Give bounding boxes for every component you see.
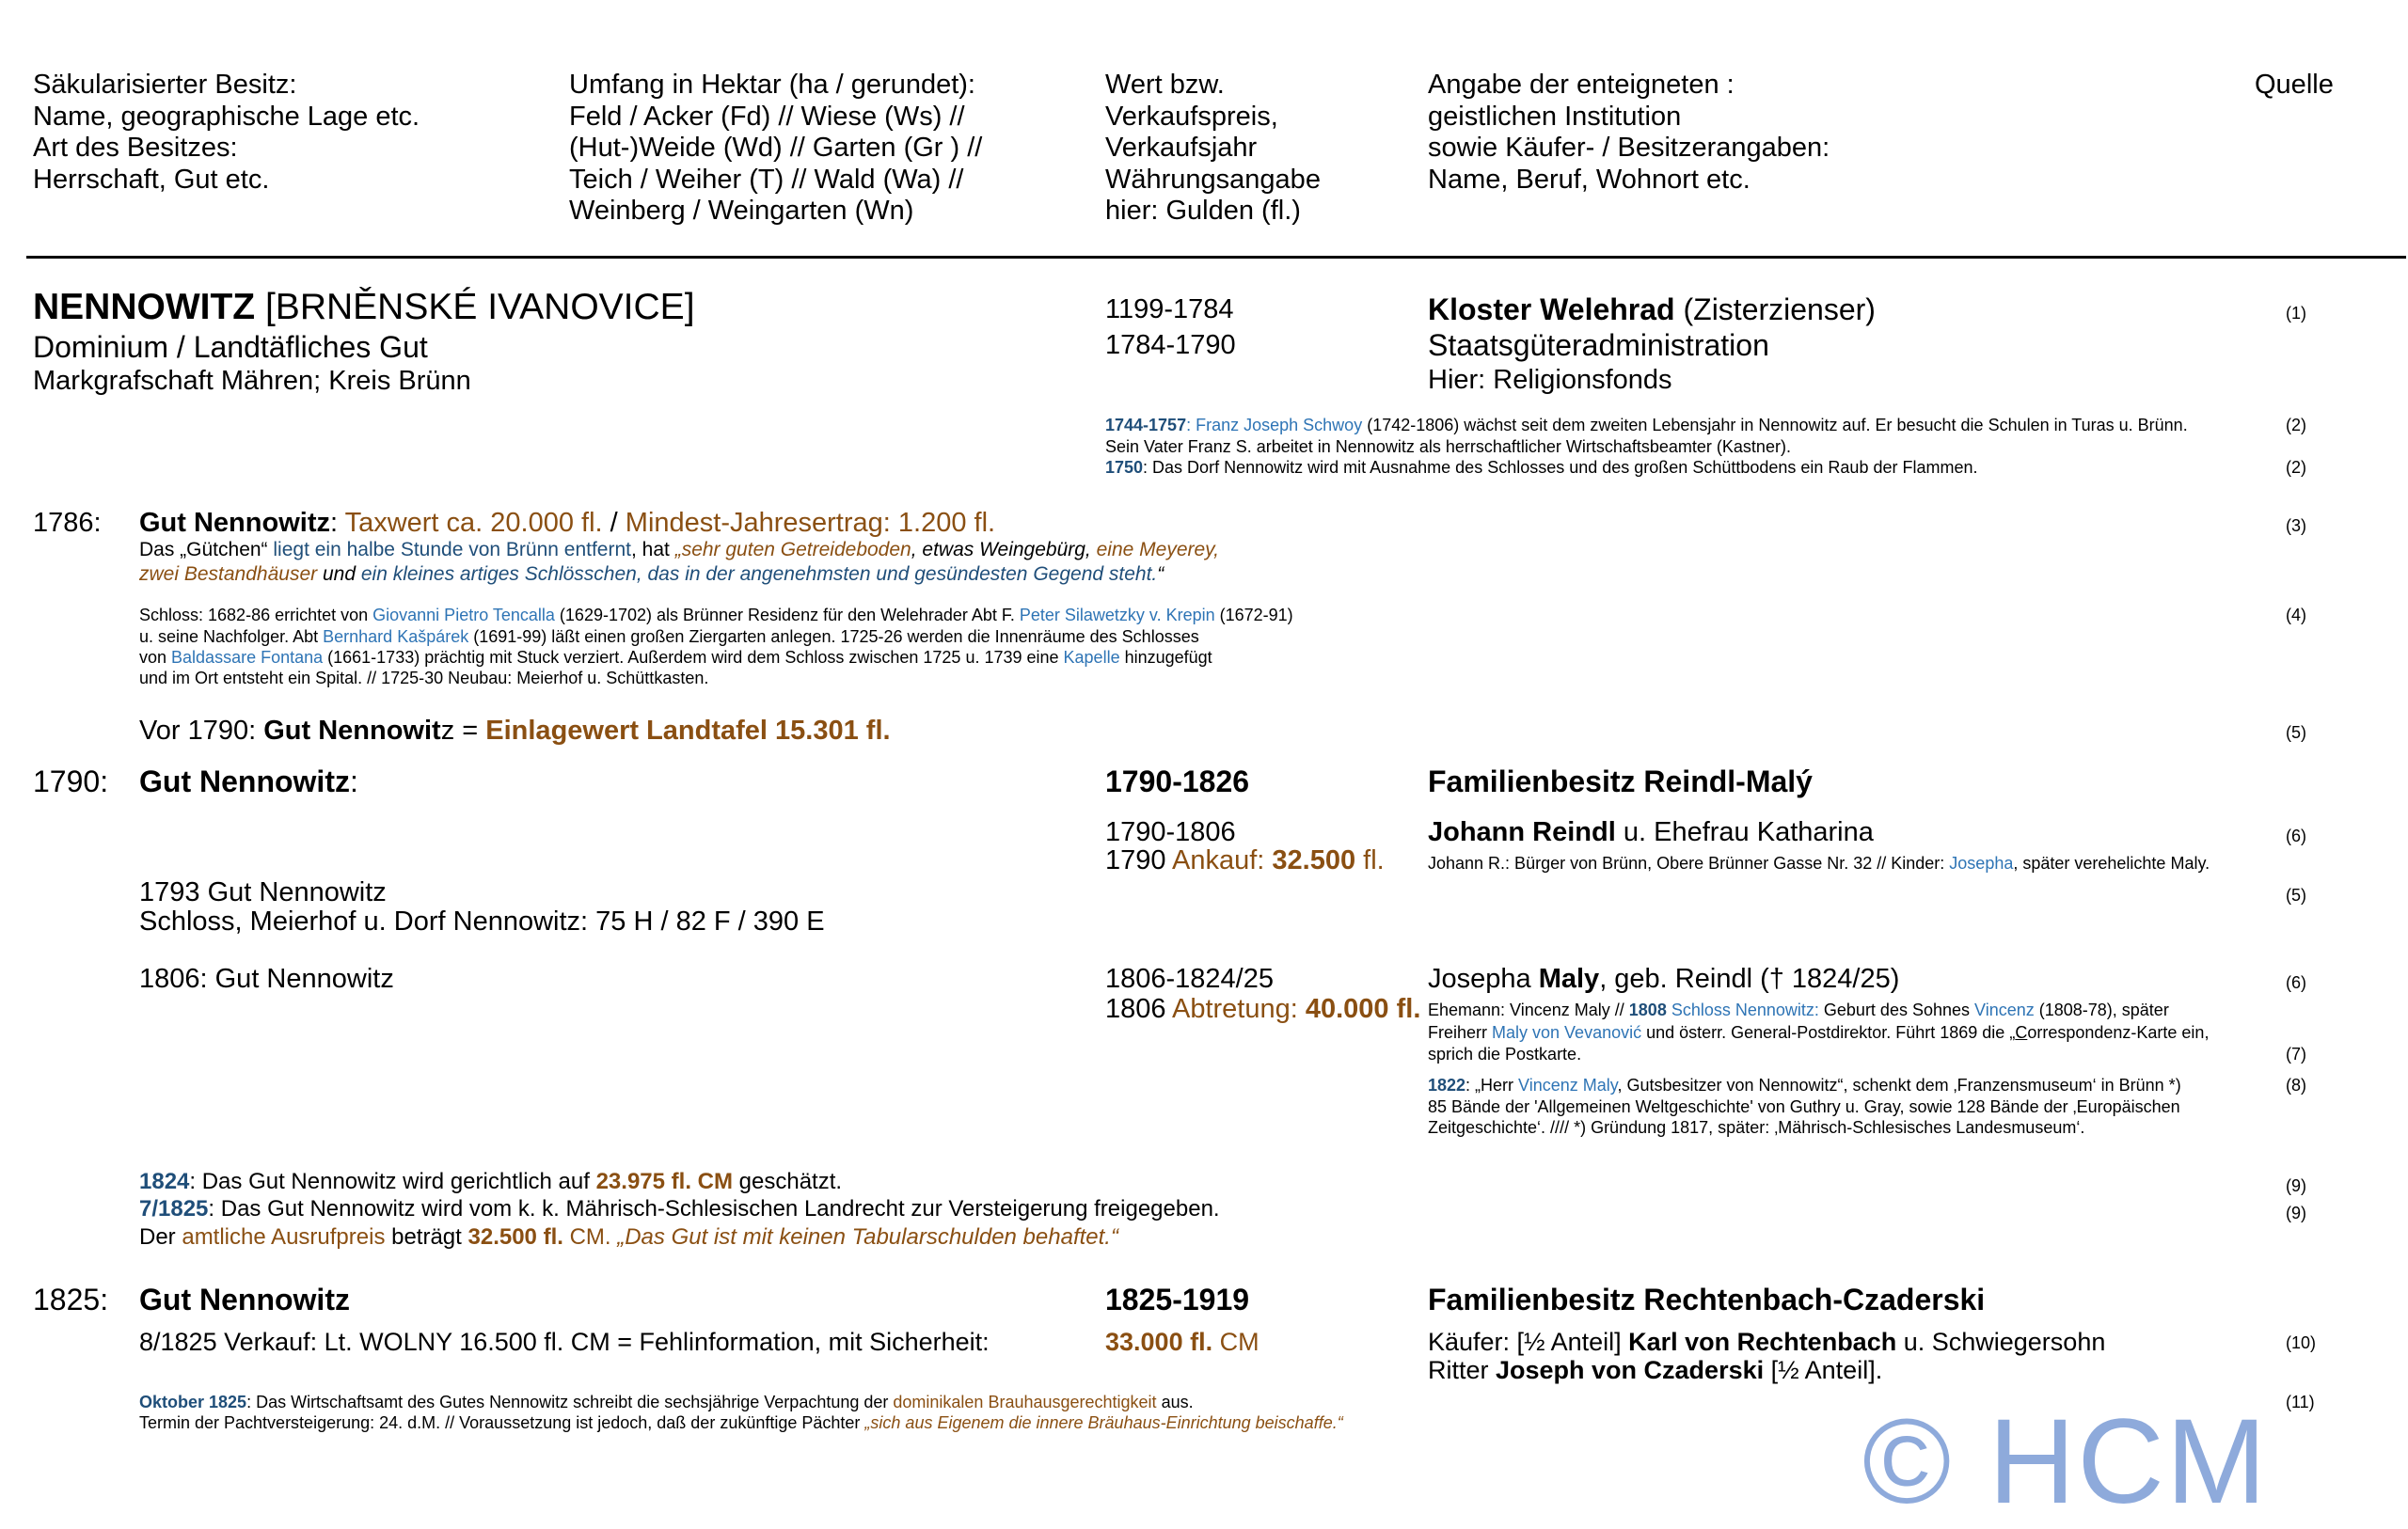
- source-ref: (9): [2286, 1204, 2306, 1222]
- source-ref: (6): [2286, 973, 2306, 992]
- source-ref: (2): [2286, 458, 2306, 477]
- header-col-area: Umfang in Hektar (ha / gerundet): Feld / Acker (Fd) // Wiese (Ws) // (Hut-)Weide (Wd) // Garten (Gr ) // Teich / Weiher (T) // Wald (Wa) // Weinberg / Weingarten (Wn): [569, 70, 983, 226]
- family-rechtenbach-czaderski: Familienbesitz Rechtenbach-Czaderski: [1428, 1283, 1986, 1316]
- source-ref: (4): [2286, 606, 2306, 624]
- owner-kloster: Kloster Welehrad (Zisterzienser): [1428, 292, 1876, 326]
- year-1825: 1825:: [33, 1283, 109, 1316]
- museum-note-line3: Zeitgeschichte‘. //// *) Gründung 1817, später: ‚Mährisch-Schlesisches Landesmuseum‘.: [1428, 1118, 2085, 1137]
- schloss-note-line2: u. seine Nachfolger. Abt Bernhard Kašpárek (1691-99) läßt einen großen Ziergarten anlegen. 1725-26 werden die Innenräume des Schlosses: [139, 627, 1199, 646]
- owner-staat: Staatsgüteradministration: [1428, 328, 1769, 362]
- schloss-note-line3: von Baldassare Fontana (1661-1733) prächtig mit Stuck verziert. Außerdem wird dem Schloss zwischen 1725 u. 1739 eine Kapelle hinzugefügt: [139, 648, 1212, 667]
- buyer-line2: Ritter Joseph von Czaderski [½ Anteil].: [1428, 1356, 1883, 1384]
- museum-note-line2: 85 Bände der 'Allgemeinen Weltgeschichte' von Guthry u. Gray, sowie 128 Bände der ‚Europäischen: [1428, 1097, 2180, 1116]
- sale-1825: 8/1825 Verkauf: Lt. WOLNY 16.500 fl. CM = Fehlinformation, mit Sicherheit:: [139, 1328, 990, 1356]
- gut-1825-heading: Gut Nennowitz: [139, 1283, 350, 1316]
- source-ref: (5): [2286, 723, 2306, 742]
- lease-note-line2: Termin der Pachtversteigerung: 24. d.M. // Voraussetzung ist jedoch, daß der zukünftige Pächter „sich aus Eigenem die innere Bräuhaus-Einrichtung beischaffe.“: [139, 1413, 1343, 1432]
- period-1806-1824: 1806-1824/25: [1105, 964, 1274, 994]
- maly-note-line1: Ehemann: Vincenz Maly // 1808 Schloss Nennowitz: Geburt des Sohnes Vincenz (1808-78), später: [1428, 1001, 2169, 1019]
- note-fire-1750: 1750: Das Dorf Nennowitz wird mit Ausnahme des Schlosses und des großen Schüttbodens ein Raub der Flammen.: [1105, 458, 1978, 477]
- gut-1793: 1793 Gut Nennowitz: [139, 877, 387, 907]
- desc-1786-line2: zwei Bestandhäuser und ein kleines artiges Schlösschen, das in der angenehmsten und gesündesten Gegend steht.“: [139, 563, 1164, 585]
- einlagewert-line: Vor 1790: Gut Nennowitz = Einlagewert Landtafel 15.301 fl.: [139, 716, 891, 746]
- lease-note-line1: Oktober 1825: Das Wirtschaftsamt des Gutes Nennowitz schreibt die sechsjährige Verpachtung der dominikalen Brauhausgerechtigkeit aus.: [139, 1393, 1194, 1411]
- schloss-note-line4: und im Ort entsteht ein Spital. // 1725-30 Neubau: Meierhof u. Schüttkasten.: [139, 669, 709, 687]
- gut-1790-heading: Gut Nennowitz:: [139, 764, 358, 798]
- maly-note-line2: Freiherr Maly von Vevanović und österr. General-Postdirektor. Führt 1869 die „Correspondenz-Karte ein,: [1428, 1023, 2210, 1042]
- header-divider: [26, 256, 2406, 259]
- header-col-source: Quelle: [2255, 70, 2334, 100]
- note-schwoy: 1744-1757: Franz Joseph Schwoy (1742-1806) wächst seit dem zweiten Lebensjahr in Nennowitz auf. Er besucht die Schulen in Turas u. Brünn.: [1105, 416, 2188, 434]
- header-col-property: Säkularisierter Besitz: Name, geographische Lage etc. Art des Besitzes: Herrschaft, Gut etc.: [33, 70, 420, 195]
- header-col-institution: Angabe der enteigneten : geistlichen Institution sowie Käufer- / Besitzerangaben: Name, Beruf, Wohnort etc.: [1428, 70, 1830, 195]
- period-1790-1826: 1790-1826: [1105, 764, 1250, 798]
- source-ref: (5): [2286, 886, 2306, 905]
- estimate-1824: 1824: Das Gut Nennowitz wird gerichtlich auf 23.975 fl. CM geschätzt.: [139, 1169, 843, 1194]
- family-reindl-maly: Familienbesitz Reindl-Malý: [1428, 764, 1813, 798]
- source-ref: (9): [2286, 1176, 2306, 1195]
- estate-region: Markgrafschaft Mähren; Kreis Brünn: [33, 366, 471, 396]
- desc-1786-line1: Das „Gütchen“ liegt ein halbe Stunde von Brünn entfernt, hat „sehr guten Getreideboden, etwas Weingebürg, eine Meyerey,: [139, 539, 1219, 560]
- source-ref: (8): [2286, 1076, 2306, 1095]
- gut-1793-detail: Schloss, Meierhof u. Dorf Nennowitz: 75 H / 82 F / 390 E: [139, 906, 825, 937]
- header-col-value: Wert bzw. Verkaufspreis, Verkaufsjahr Währungsangabe hier: Gulden (fl.): [1105, 70, 1321, 226]
- source-ref: (3): [2286, 516, 2306, 535]
- owner-johann-reindl: Johann Reindl u. Ehefrau Katharina: [1428, 817, 1874, 847]
- gut-1786-heading: Gut Nennowitz: Taxwert ca. 20.000 fl. / Mindest-Jahresertrag: 1.200 fl.: [139, 508, 996, 538]
- hcm-watermark: © HCM: [1862, 1395, 2269, 1529]
- source-ref: (1): [2286, 304, 2306, 323]
- owner-fonds: Hier: Religionsfonds: [1428, 365, 1672, 395]
- asking-price: Der amtliche Ausrufpreis beträgt 32.500 fl. CM. „Das Gut ist mit keinen Tabularschulden behaftet.“: [139, 1224, 1118, 1250]
- price-1825: 33.000 fl. CM: [1105, 1328, 1259, 1356]
- period-1199: 1199-1784: [1105, 294, 1234, 324]
- buyer-line1: Käufer: [½ Anteil] Karl von Rechtenbach u. Schwiegersohn: [1428, 1328, 2106, 1356]
- auction-1825: 7/1825: Das Gut Nennowitz wird vom k. k. Mährisch-Schlesischen Landrecht zur Versteigerung freigegeben.: [139, 1196, 1220, 1222]
- source-ref: (10): [2286, 1333, 2317, 1352]
- source-ref: (11): [2286, 1393, 2315, 1411]
- owner-josepha-maly: Josepha Maly, geb. Reindl († 1824/25): [1428, 964, 1900, 994]
- reindl-note: Johann R.: Bürger von Brünn, Obere Brünner Gasse Nr. 32 // Kinder: Josepha, später verehelichte Maly.: [1428, 854, 2210, 873]
- estate-title: NENNOWITZ [BRNĚNSKÉ IVANOVICE]: [33, 287, 695, 327]
- period-1790-1806: 1790-1806: [1105, 817, 1236, 847]
- purchase-1790: 1790 Ankauf: 32.500 fl.: [1105, 845, 1385, 875]
- museum-note-line1: 1822: „Herr Vincenz Maly, Gutsbesitzer von Nennowitz“, schenkt dem ‚Franzensmuseum‘ in Brünn *): [1428, 1076, 2181, 1095]
- period-1784: 1784-1790: [1105, 330, 1236, 360]
- gut-1806: 1806: Gut Nennowitz: [139, 964, 394, 994]
- year-1790: 1790:: [33, 764, 109, 798]
- note-schwoy-father: Sein Vater Franz S. arbeitet in Nennowitz als herrschaftlicher Wirtschaftsbeamter (Kastner).: [1105, 437, 1791, 456]
- maly-note-line3: sprich die Postkarte.: [1428, 1045, 1582, 1064]
- period-1825-1919: 1825-1919: [1105, 1283, 1250, 1316]
- source-ref: (2): [2286, 416, 2306, 434]
- year-1786: 1786:: [33, 508, 102, 538]
- schloss-note-line1: Schloss: 1682-86 errichtet von Giovanni Pietro Tencalla (1629-1702) als Brünner Residenz für den Welehrader Abt F. Peter Silawetzky v. Krepin (1672-91): [139, 606, 1293, 624]
- transfer-1806: 1806 Abtretung: 40.000 fl.: [1105, 994, 1421, 1024]
- estate-type: Dominium / Landtäfliches Gut: [33, 330, 428, 364]
- source-ref: (6): [2286, 827, 2306, 845]
- source-ref: (7): [2286, 1045, 2306, 1064]
